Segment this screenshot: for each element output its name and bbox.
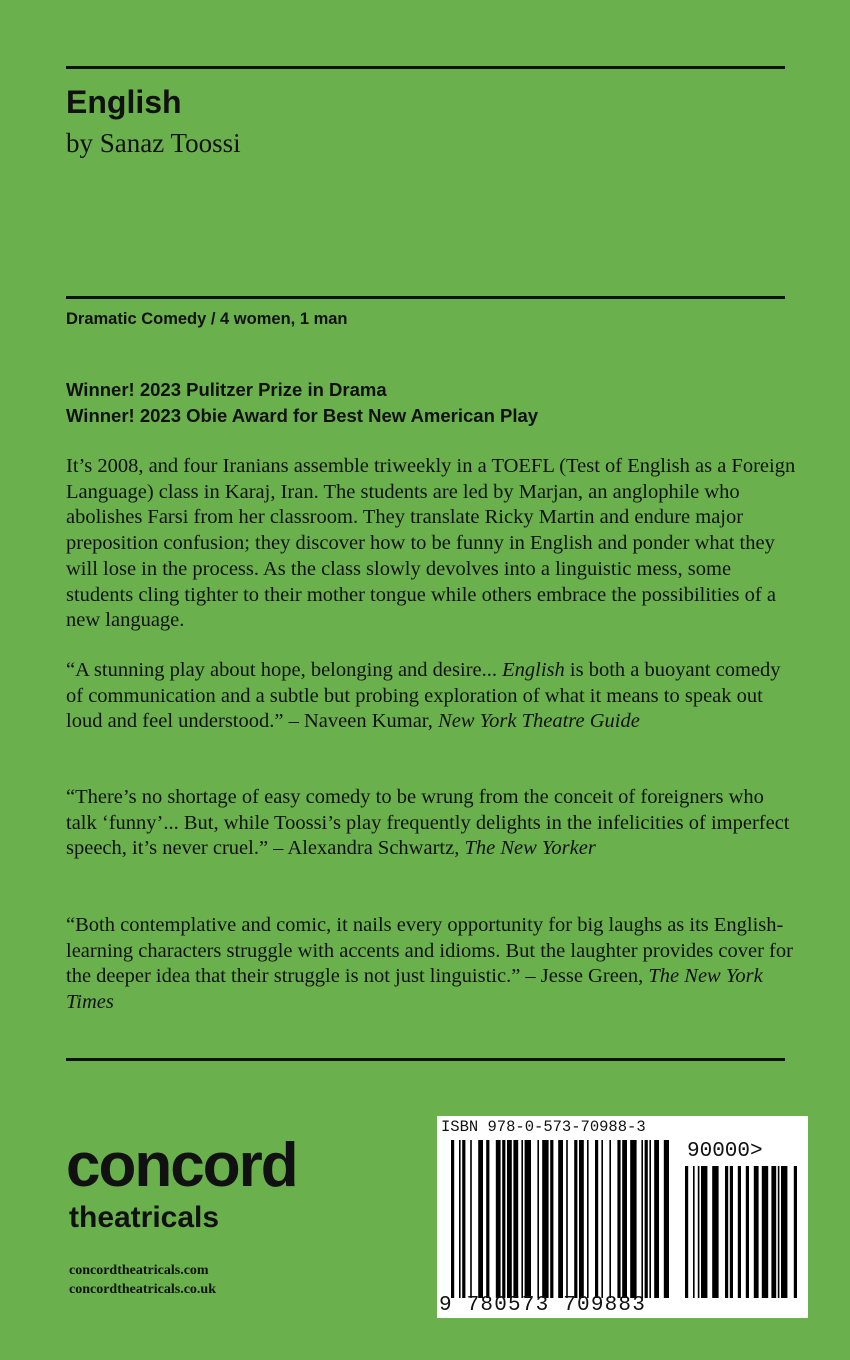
review-quote-3: “Both contemplative and comic, it nails every opportunity for big laughs as its English-learning characters struggle with accents and idioms. But the laughter provides cover for the deeper idea that their struggle is not just linguistic.” – Jesse Green, The New York Times: [66, 914, 793, 1014]
play-description: It’s 2008, and four Iranians assemble triweekly in a TOEFL (Test of English as a Foreign Language) class in Karaj, Iran. The students are led by Marjan, an anglophile who abolishes Farsi from her classroom. They translate Ricky Martin and endure major preposition confusion; they discover how to be funny in English and ponder what they will lose in the process. As the class slowly devolves into a linguistic mess, some students cling tighter to their mother tongue while others embrace the possibilities of a new language.: [66, 455, 796, 632]
author-line: by Sanaz Toossi: [66, 128, 241, 158]
section-rule: [66, 296, 785, 299]
bottom-rule: [66, 1058, 785, 1061]
review-source-2: The New Yorker: [464, 837, 596, 860]
review-quote-2: “There’s no shortage of easy comedy to be wrung from the conceit of foreigners who talk ‘funny’... But, while Toossi’s play frequently delights in the infelicities of imperfect speech, it’s never cruel.” – Alexandra Schwartz, The New Yorker: [66, 786, 790, 860]
review-quote-1: “A stunning play about hope, belonging and desire... English is both a buoyant comedy of communication and a subtle but probing exploration of what it means to speak out loud and feel understood.” – Naveen Kumar, New York Theatre Guide: [66, 659, 781, 733]
award-obie: Winner! 2023 Obie Award for Best New American Play: [66, 405, 539, 426]
book-title: English: [66, 84, 182, 120]
ean-bars: [451, 1140, 669, 1298]
logo-concord: concord: [66, 1131, 297, 1200]
isbn-label: ISBN 978-0-573-70988-3: [441, 1118, 646, 1136]
url-com: concordtheatricals.com: [69, 1263, 209, 1278]
barcode-digits: 9 780573 709883: [439, 1294, 647, 1317]
awards-block: [66, 377, 538, 429]
isbn-barcode: [437, 1116, 808, 1318]
publisher-logo: [66, 1131, 297, 1234]
publisher-urls: [69, 1261, 216, 1299]
barcode-bars-graphic: [437, 1116, 808, 1318]
price-code: 90000>: [687, 1140, 763, 1163]
genre-line: Dramatic Comedy / 4 women, 1 man: [66, 310, 348, 328]
review-source-3: The New York Times: [66, 965, 763, 1014]
logo-theatricals: theatricals: [69, 1201, 220, 1234]
url-co-uk: concordtheatricals.co.uk: [69, 1282, 216, 1297]
addon-bars: [685, 1166, 797, 1298]
award-pulitzer: Winner! 2023 Pulitzer Prize in Drama: [66, 379, 387, 400]
top-rule: [66, 66, 785, 69]
review-source-1: New York Theatre Guide: [438, 710, 640, 733]
